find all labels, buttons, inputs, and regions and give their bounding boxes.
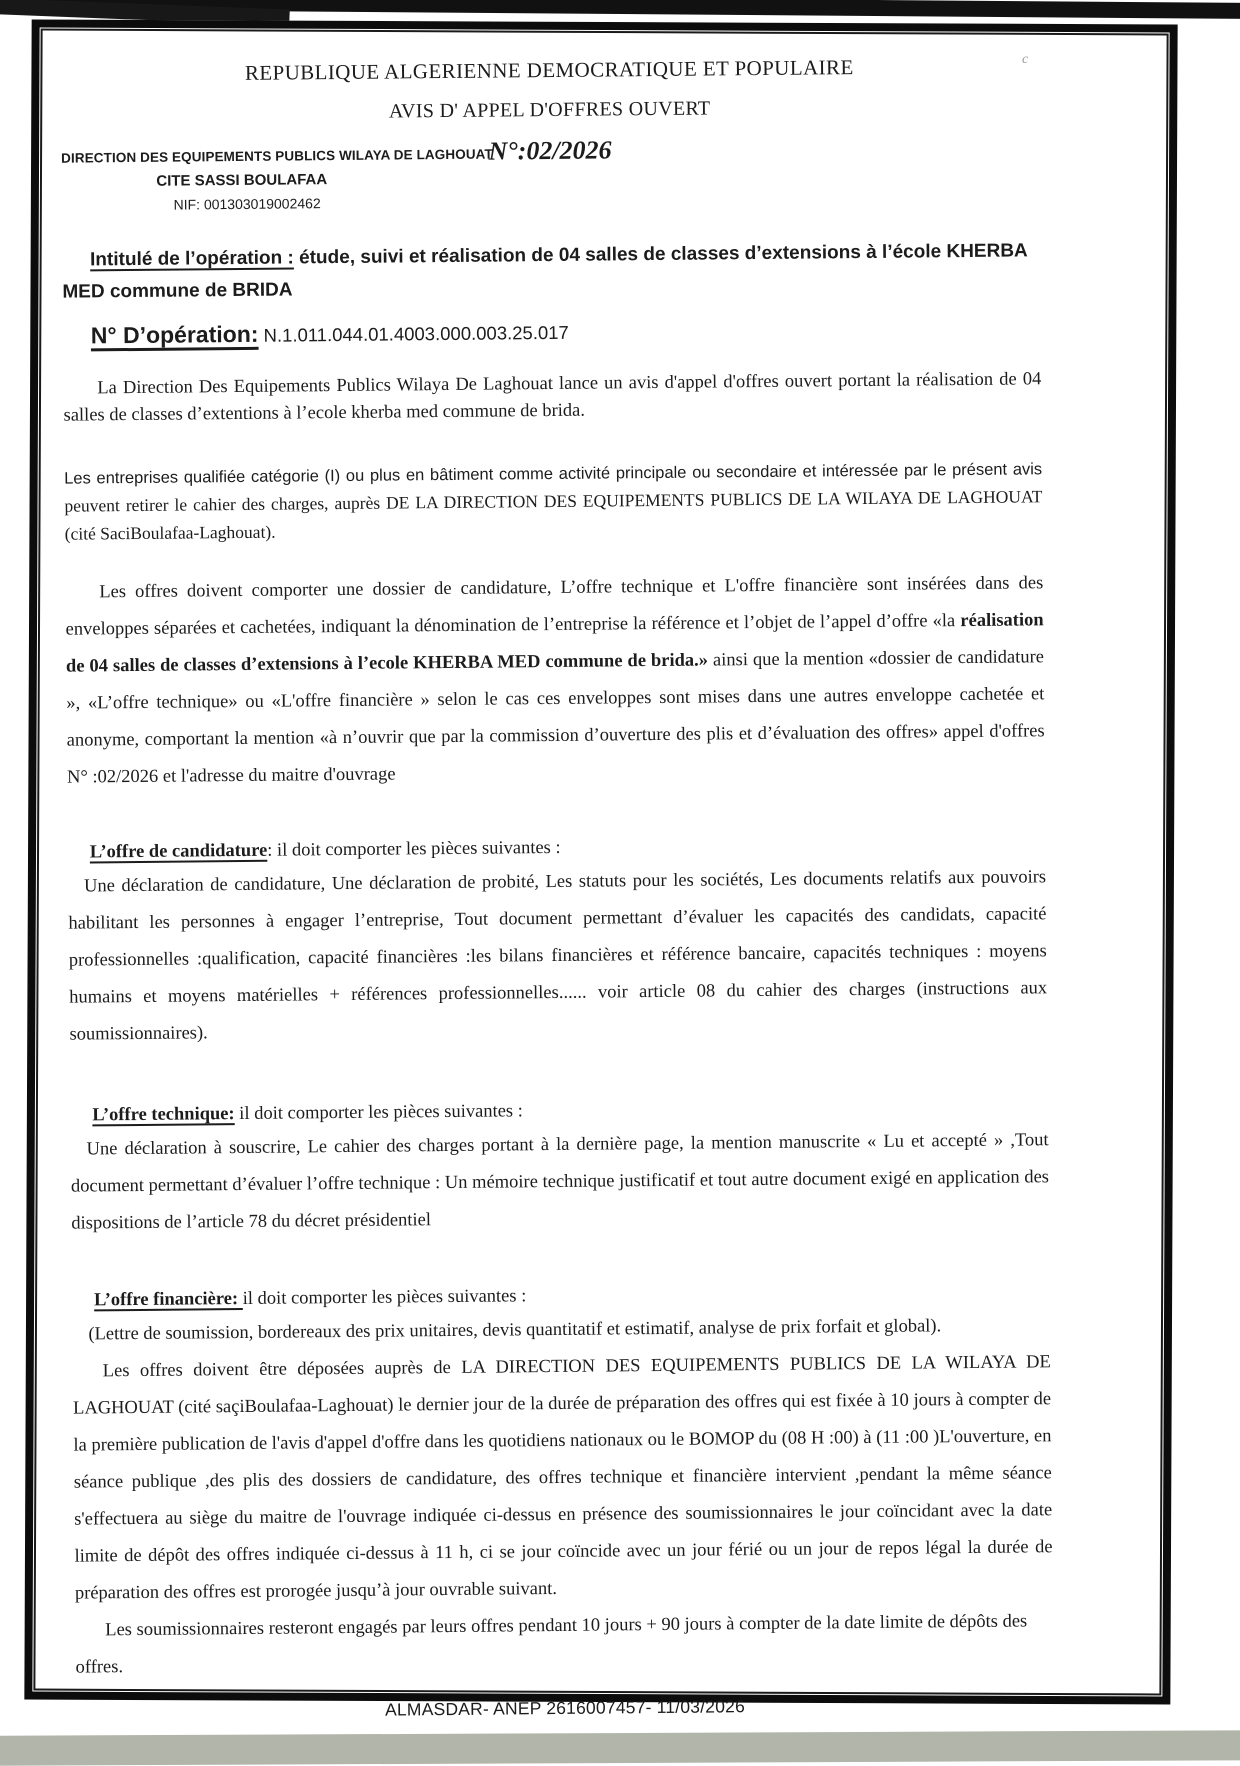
operation-number-label: N° D’opération:: [90, 320, 259, 349]
deposit-text-2: LAGHOUAT (cité saçiBoulafaa-Laghouat) le dernier jour de la durée de préparation des offres qui est fixée à 10 jours à compter de la première publication de l'avis d'appel d'offre dans les quotidiens nationaux ou le BOMOP du (08 H :00) à (11 :00 )L'ouverture, en séance publique ,des plis des dossiers de candidature, des offres technique et financière intervient ,pendant la même séance s'effectuera au siège du maitre de l'ouvrage indiquée ci-dessus en présence des soumissionnaires le jour coïncidant avec la date limite de dépôt des offres indiquée ci-dessus à 11 h, ci se jour coïncide avec un jour férié ou un jour de repos légal la durée de préparation des offres est prorogée jusqu’à jour ouvrable suivant.: [73, 1389, 1053, 1604]
technique-heading-label: L’offre technique:: [92, 1104, 235, 1126]
deposit-text-1: Les offres doivent être déposées auprès de: [102, 1357, 462, 1382]
notice-number: N°:02/2026: [488, 135, 612, 166]
eligibility-paragraph: [64, 456, 1043, 548]
operation-number-line: [63, 313, 1041, 349]
technique-heading-rest: il doit comporter les pièces suivantes :: [234, 1101, 523, 1125]
issuer-city: CITE SASSI BOULAFAA: [156, 171, 328, 190]
candidature-heading-label: L’offre de candidature: [89, 840, 268, 863]
deposit-paragraph: [73, 1344, 1053, 1612]
financiere-heading: [72, 1281, 1050, 1311]
envelope-paragraph: [65, 565, 1045, 796]
deposit-text-caps: LA DIRECTION DES EQUIPEMENTS PUBLICS DE LA WILAYA DE: [461, 1352, 1051, 1378]
financiere-body: (Lettre de soumission, bordereaux des prix unitaires, devis quantitatif et estimatif, analyse de prix forfait et global).: [88, 1316, 942, 1345]
envelope-text-bold: réalisation de 04 salles de classes d’extensions à l’ecole KHERBA MED commune de brida.»: [65, 610, 1044, 677]
candidature-heading: [68, 833, 1046, 863]
eligibility-text-2: peuvent retirer le cahier des charges, auprès DE LA DIRECTION DES EQUIPEMENTS PUBLICS DE LA WILAYA DE LAGHOUAT (cité SaciBoulafaa-Laghouat).: [64, 486, 1043, 544]
notice-type-title: AVIS D' APPEL D'OFFRES OUVERT: [388, 97, 711, 123]
operation-title-line: [62, 235, 1041, 308]
financiere-heading-label: L’offre financière:: [93, 1288, 243, 1311]
envelope-text-1: Les offres doivent comporter une dossier de candidature, L’offre technique et L'offre financière sont insérées dans des enveloppes séparées et cachetées, indiquant la dénomination de l’entreprise la référence et l’objet de l’appel d’offre «la: [65, 573, 1044, 640]
intro-paragraph: La Direction Des Equipements Publics Wilaya De Laghouat lance un avis d'appel d'offres ouvert portant la réalisation de 04 salles de classes d’extentions à l’ecole kherba med commune de brida.: [63, 369, 1042, 426]
operation-title-label: Intitulé de l’opération :: [89, 247, 294, 271]
candidature-body: Une déclaration de candidature, Une déclaration de probité, Les statuts pour les sociétés, Les documents relatifs aux pouvoirs habilitant les personnes à engager l’entreprise, Tout document permettant d’évaluer les capacités des candidats, capacité professionnelles :qualification, capacité financières :les bilans financières et référence bancaire, capacités techniques : moyens humains et moyens matérielles + références professionnelles...... voir article 08 du cahier des charges (instructions aux soumissionnaires).: [68, 867, 1048, 1045]
publication-footer: ALMASDAR- ANEP 2616007457- 11/03/2026: [384, 1696, 746, 1720]
header-row: [61, 131, 1040, 236]
scanner-edge-bottom: [0, 1730, 1240, 1766]
operation-number-value: N.1.011.044.01.4003.000.003.25.017: [258, 321, 569, 346]
engagement-paragraph: Les soumissionnaires resteront engagés par leurs offres pendant 10 jours + 90 jours à compter de la date limite de dépôts des offres.: [75, 1611, 1028, 1678]
envelope-text-2: ainsi que la mention «dossier de candidature », «L’offre technique» ou «L'offre financière » selon le cas ces enveloppes sont mises dans une autres enveloppe cachetée et anonyme, comportant la mention «à n’ouvrir que par la commission d’ouverture des plis et d’évaluation des offres» appel d'offres N° :02/2026 et l'adresse du maitre d'ouvrage: [66, 647, 1045, 788]
candidature-heading-rest: : il doit comporter les pièces suivantes :: [267, 837, 561, 861]
issuer-nif: NIF: 001303019002462: [173, 195, 321, 213]
scan-artifact-mark: c: [1022, 52, 1029, 67]
financiere-heading-rest: il doit comporter les pièces suivantes :: [242, 1286, 527, 1309]
issuer-direction: DIRECTION DES EQUIPEMENTS PUBLICS WILAYA DE LAGHOUAT: [61, 146, 493, 166]
republic-title: REPUBLIQUE ALGERIENNE DEMOCRATIQUE ET POPULAIRE: [244, 55, 854, 85]
document-content: [60, 35, 1054, 1723]
operation-title-text: étude, suivi et réalisation de 04 salles de classes d’extensions à l’école KHERBA MED commune de BRIDA: [62, 240, 1028, 303]
technique-heading: [70, 1096, 1048, 1126]
eligibility-text-1: Les entreprises qualifiée catégorie (I) ou plus en bâtiment comme activité principale ou secondaire et intéressée par le présent avis: [64, 460, 1043, 488]
technique-body: Une déclaration à souscrire, Le cahier des charges portant à la dernière page, la mention manuscrite « Lu et accepté » ,Tout document permettant d’évaluer l’offre technique : Un mémoire technique justificatif et tout autre document exigé en application des dispositions de l’article 78 du décret présidentiel: [70, 1130, 1050, 1234]
